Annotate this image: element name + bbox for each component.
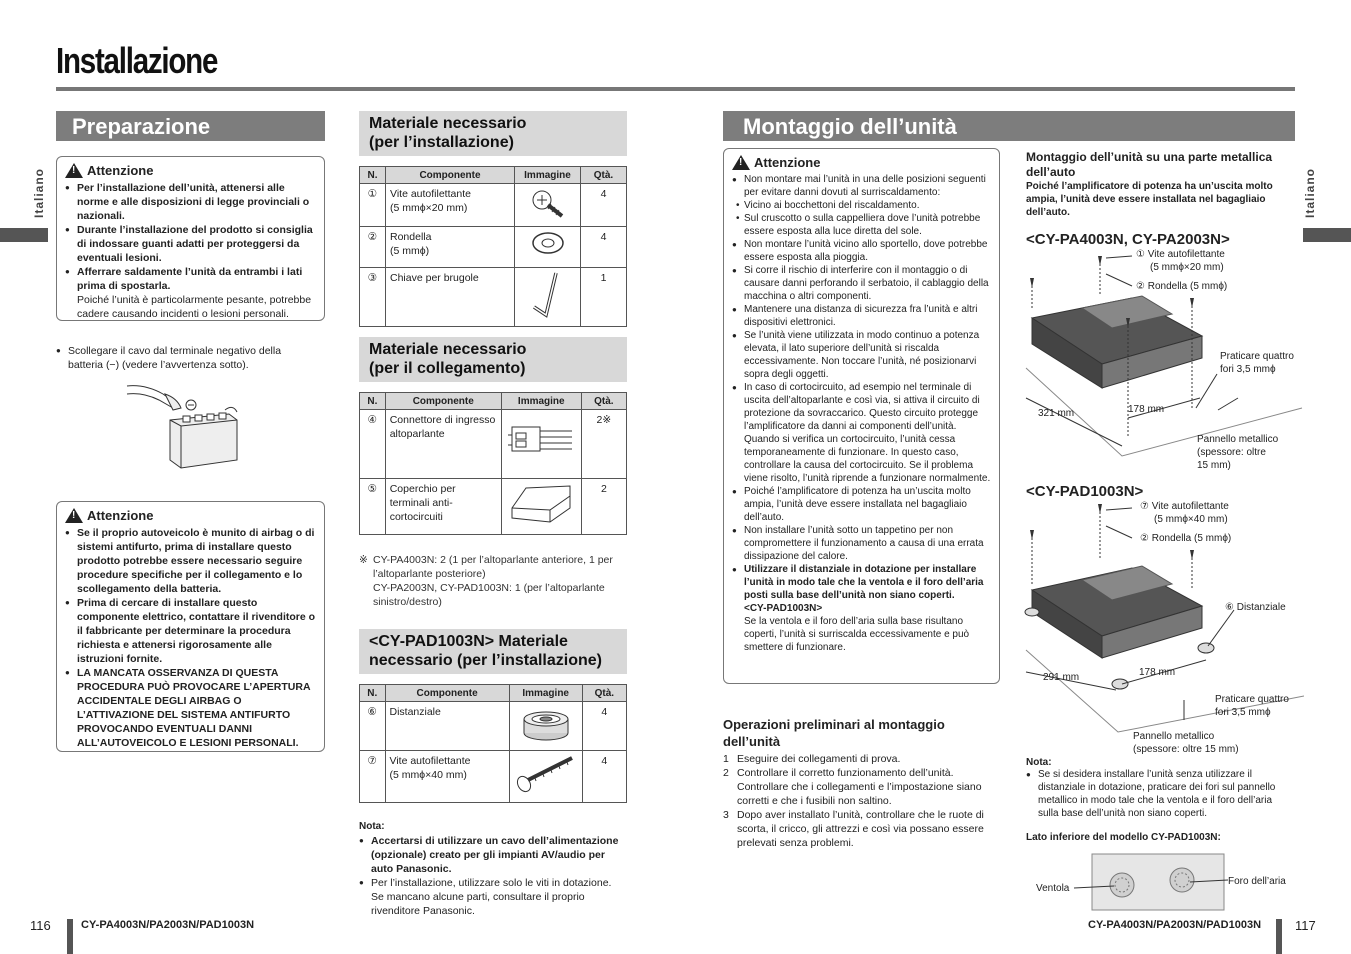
figure2-title: <CY-PAD1003N> (1026, 483, 1144, 500)
fig2-spacer-label: ⑥ Distanziale (1225, 602, 1286, 613)
fig1-dim-width: 178 mm (1128, 404, 1165, 415)
side-tab-bar-left (0, 228, 48, 242)
table-header-row: N. Componente Immagine Qtà. (360, 685, 627, 702)
fig2-holes-label: Praticare quattro fori 3,5 mmϕ (1215, 694, 1289, 718)
prelim-title: Operazioni preliminari al montaggio dell’unità (723, 717, 945, 749)
footer-model-right: CY-PA4003N/PA2003N/PAD1003N (1088, 919, 1262, 931)
fig1-screw-label: ① Vite autofilettante (5 mmϕ×20 mm) (1136, 249, 1225, 273)
fig2-screw-label: ⑦ Vite autofilettante (5 mmϕ×40 mm) (1140, 501, 1229, 525)
list-item: ● In caso di cortocircuito, ad esempio nel terminale di uscita dell’altoparlante e così via, si attiva il circuito di protezione da sovraccarico. Questo circuito protegge l’amplificatore da danni ai componenti dell’unità. Quando si verifica un cortocircuito, l’unità cessa temporaneamente di funzionare. In questo caso, controllare la causa del cortocircuito. Se il problema viene risolto, l’unità riprende a funzionare normalmente. (732, 381, 991, 485)
list-item: 3 Dopo aver installato l’unità, controllare che le ruote di scorta, il cricco, gli attrezzi e così via possano essere prelevati senza problemi. (723, 809, 984, 849)
list-item: ● Prima di cercare di installare questo componente elettrico, contattare il rivenditore o il fabbricante per determinare la procedura richiesta e attenersi rigorosamente alle istruzioni fornite. (65, 596, 316, 666)
long-screw-icon (514, 754, 578, 794)
list-item: ● Durante l’installazione del prodotto si consiglia di indossare guanti adatti per proteggersi da eventuali lesioni. (65, 223, 316, 265)
install-materials-table (359, 166, 627, 327)
bottom-view-leaders (1070, 870, 1240, 894)
table-row: ⑤ Coperchio per terminali anti-cortocircuiti 2 (360, 479, 627, 535)
page-number-left: 116 (30, 918, 51, 933)
list-item: ● Si corre il rischio di interferire con il montaggio o di causare danni perforando il serbatoio, il cablaggio della macchina o altri componenti. (732, 264, 991, 303)
table-row: ② Rondella (5 mmϕ) 4 (360, 227, 627, 268)
fig1-holes-label: Praticare quattro fori 3,5 mmϕ (1220, 351, 1294, 375)
side-tab-label: Italiano (1303, 168, 1317, 219)
subsection-pad-materials: <CY-PAD1003N> Materiale necessario (per l’installazione) (359, 629, 627, 674)
battery-illustration (125, 380, 240, 472)
quantity-footnote: ※ CY-PA4003N: 2 (1 per l’altoparlante anteriore, 1 per l’altoparlante posteriore) CY-PA2003N, CY-PAD1003N: 1 (per l’altoparlante sinistro/destro) (359, 554, 613, 608)
warning-icon (65, 163, 83, 178)
bottom-view-title: Lato inferiore del modello CY-PAD1003N: (1026, 832, 1221, 843)
pad-materials-table (359, 684, 627, 803)
fig2-washer-label: ② Rondella (5 mmϕ) (1140, 533, 1232, 544)
list-item: <CY-PAD1003N> (744, 603, 823, 614)
footer-model-left: CY-PA4003N/PA2003N/PAD1003N (81, 919, 255, 931)
middle-nota: Nota: ● Accertarsi di utilizzare un cavo dell’alimentazione (opzionale) creato per gli impianti AV/audio per auto Panasonic. ● Per l’installazione, utilizzare solo le viti in dotazione. Se mancano alcune parti, consultare il proprio rivenditore Panasonic. (359, 820, 627, 918)
page-number-right: 117 (1295, 918, 1316, 933)
hex-key-icon (528, 271, 568, 319)
list-item: ● Scollegare il cavo dal terminale negativo della batteria (−) (vedere l’avvertenza sotto). (56, 344, 318, 372)
subsection-install-materials: Materiale necessario (per l’installazione) (359, 111, 627, 156)
list-item: ● Accertarsi di utilizzare un cavo dell’alimentazione (opzionale) creato per gli impianti AV/audio per auto Panasonic. (359, 834, 627, 876)
washer-icon (530, 230, 566, 256)
warning-icon (732, 155, 750, 170)
page-title: Installazione (56, 40, 218, 81)
list-item: ● Non montare l’unità vicino allo sportello, dove potrebbe essere esposta alla pioggia. (732, 238, 991, 264)
fig1-panel-label: Pannello metallico (spessore: oltre 15 mm) (1197, 434, 1279, 471)
section-title-montaggio: Montaggio dell’unità (723, 111, 1295, 141)
table-row: ④ Connettore di ingresso altoparlante 2※ (360, 410, 627, 479)
list-item: ● Utilizzare il distanziale in dotazione per installare l’unità in modo tale che la ventola e il foro dell’aria posti sulla base dell’unità non siano coperti. (732, 563, 991, 602)
table-row: ⑦ Vite autofilettante (5 mmϕ×40 mm) 4 (360, 751, 627, 803)
speaker-connector-icon (506, 413, 576, 469)
spacer-icon (521, 705, 571, 743)
side-tab-right (1303, 168, 1317, 218)
list-item: Se la ventola e il foro dell’aria sulla base risultano coperti, l’unità si surriscalda eccessivamente e può smettere di funzionare. (744, 616, 970, 653)
warning-list (65, 181, 316, 321)
screw-icon (528, 187, 568, 219)
fig1-washer-label: ② Rondella (5 mmϕ) (1136, 281, 1228, 292)
fan-label: Ventola (1036, 883, 1070, 894)
side-tab-left (32, 168, 46, 218)
table-row: ① Vite autofilettante (5 mmϕ×20 mm) 4 (360, 184, 627, 227)
footer-bar-right (1276, 919, 1282, 954)
list-item: 1 Eseguire dei collegamenti di prova. (723, 753, 901, 765)
warning-list (65, 526, 316, 750)
connection-materials-table (359, 392, 627, 535)
fig2-dim-length: 291 mm (1043, 672, 1080, 683)
warning-title: ! Attenzione (65, 508, 316, 523)
subsection-connection-materials: Materiale necessario (per il collegamento) (359, 337, 627, 382)
list-item: ● Mantenere una distanza di sicurezza fra l’unità e altri dispositivi elettronici. (732, 303, 991, 329)
list-item: ● Se il proprio autoveicolo è munito di airbag o di sistemi antifurto, prima di installare questo prodotto potrebbe essere necessario seguire procedure specifiche per il collegamento e lo scollegamento della batteria. (65, 526, 316, 596)
figure1-title: <CY-PA4003N, CY-PA2003N> (1026, 231, 1230, 248)
list-item: ● Per l’installazione dell’unità, attenersi alle norme e alle disposizioni di legge provinciali o nazionali. (65, 181, 316, 223)
fig2-panel-label: Pannello metallico (spessore: oltre 15 mm) (1133, 731, 1239, 755)
warning-list (732, 173, 991, 654)
warning-box-2 (56, 501, 325, 752)
list-item: ● LA MANCATA OSSERVANZA DI QUESTA PROCEDURA PUÒ PROVOCARE L’APERTURA ACCIDENTALE DEGLI AIRBAG O L’ATTIVAZIONE DEL SISTEMA ANTIFURTO PROVOCANDO EVENTUALI DANNI ALL’AUTOVEICOLO E LESIONI PERSONALI. (65, 666, 316, 750)
table-row: ⑥ Distanziale 4 (360, 702, 627, 751)
list-item: • Sul cruscotto o sulla cappelliera dove l’unità potrebbe essere esposta alla luce diretta del sole. (732, 212, 991, 238)
table-header-row: N. Componente Immagine Qtà. (360, 167, 627, 184)
list-item: ● Afferrare saldamente l’unità da entrambi i lati prima di spostarla. Poiché l’unità è particolarmente pesante, potrebbe cadere causando incidenti o lesioni personali. (65, 265, 316, 321)
warning-box-1 (56, 156, 325, 321)
section-title-preparazione: Preparazione (56, 111, 325, 141)
warning-icon (65, 508, 83, 523)
metal-mount-heading: Montaggio dell’unità su una parte metallica dell’auto Poiché l’amplificatore di potenza ha un’uscita molto ampia, l’unità deve essere installata nel bagagliaio dell’auto. (1026, 150, 1273, 218)
side-tab-label: Italiano (32, 168, 46, 219)
list-item: ● Poiché l’amplificatore di potenza ha un’uscita molto ampia, l’unità deve essere installata nel bagagliaio dell’auto. (732, 485, 991, 524)
list-item: ● Per l’installazione, utilizzare solo le viti in dotazione. Se mancano alcune parti, consultare il proprio rivenditore Panasonic. (359, 876, 627, 918)
warning-title: ! Attenzione (65, 163, 316, 178)
fig1-dim-length: 321 mm (1038, 408, 1075, 419)
battery-note (56, 344, 318, 372)
table-header-row: N. Componente Immagine Qtà. (360, 393, 627, 410)
vent-label: Foro dell’aria (1228, 876, 1286, 887)
right-nota: Nota: ● Se si desidera installare l’unità senza utilizzare il distanziale in dotazione, praticare dei fori sul pannello metallico in modo tale che la ventola e il foro dell’aria sulla base dell’unità non siano coperti. (1026, 757, 1288, 820)
list-item: ● Non montare mai l’unità in una delle posizioni seguenti per evitare danni dovuti al surriscaldamento: (732, 173, 991, 199)
title-rule (56, 87, 1295, 91)
list-item: ● Non installare l’unità sotto un tappetino per non compromettere il funzionamento a causa di una errata dissipazione del calore. (732, 524, 991, 563)
terminal-cover-icon (506, 482, 576, 526)
fig2-dim-width: 178 mm (1139, 667, 1176, 678)
prelim-steps (723, 752, 993, 850)
warning-title: ! Attenzione (732, 155, 991, 170)
side-tab-bar-right (1303, 228, 1351, 242)
warning-box-right (723, 148, 1000, 684)
table-row: ③ Chiave per brugole 1 (360, 268, 627, 327)
footer-bar-left (67, 919, 73, 954)
list-item: ● Se si desidera installare l’unità senza utilizzare il distanziale in dotazione, praticare dei fori sul pannello metallico in modo tale che la ventola e il foro dell’aria sulla base dell’unità non siano coperti. (1026, 768, 1288, 820)
list-item: 2 Controllare il corretto funzionamento dell’unità. Controllare che i collegamenti e l’impostazione siano corretti e che i fusibili non saltino. (723, 767, 982, 807)
list-item: ● Se l’unità viene utilizzata in modo continuo a potenza elevata, il lato superiore dell’unità si riscalda eccessivamente. Non toccare l’unità, né posizionarvi sopra degli oggetti. (732, 329, 991, 381)
list-item: • Vicino ai bocchettoni del riscaldamento. (732, 199, 991, 212)
